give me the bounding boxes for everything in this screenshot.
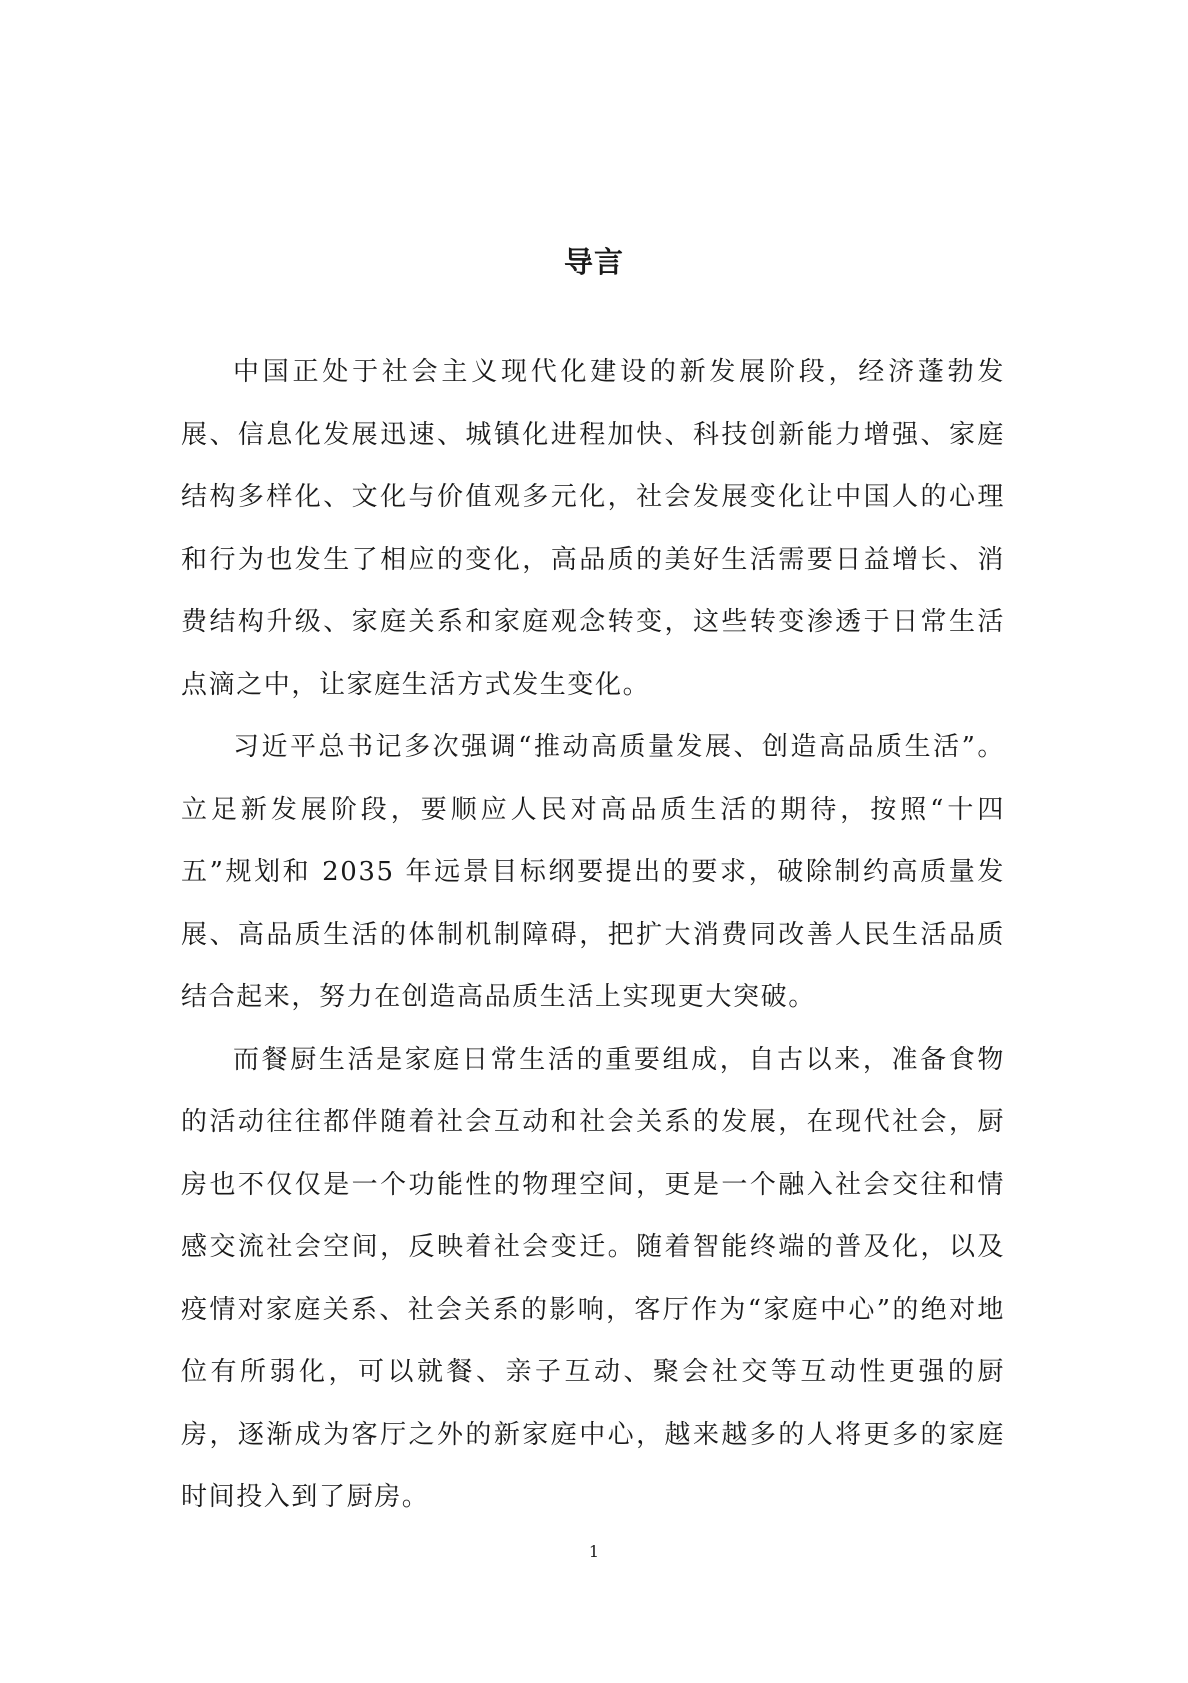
page-title: 导言 — [563, 245, 624, 279]
paragraph-3: 而餐厨生活是家庭日常生活的重要组成，自古以来，准备食物的活动往往都伴随着社会互动和社会关系的发展，在现代社会，厨房也不仅仅是一个功能性的物理空间，更是一个融入社会交往和情感交流社会空间，反映着社会变迁。随着智能终端的普及化，以及疫情对家庭关系、社会关系的影响，客厅作为“家庭中心”的绝对地位有所弱化，可以就餐、亲子互动、聚会社交等互动性更强的厨房，逐渐成为客厅之外的新家庭中心，越来越多的人将更多的家庭时间投入到了厨房。 — [181, 1044, 1005, 1512]
body-text — [181, 341, 1005, 1529]
paragraph-1: 中国正处于社会主义现代化建设的新发展阶段，经济蓬勃发展、信息化发展迅速、城镇化进程加快、科技创新能力增强、家庭结构多样化、文化与价值观多元化，社会发展变化让中国人的心理和行为也发生了相应的变化，高品质的美好生活需要日益增长、消费结构升级、家庭关系和家庭观念转变，这些转变渗透于日常生活点滴之中，让家庭生活方式发生变化。 — [181, 357, 1005, 700]
paragraph-2: 习近平总书记多次强调“推动高质量发展、创造高品质生活”。立足新发展阶段，要顺应人民对高品质生活的期待，按照“十四五”规划和 2035 年远景目标纲要提出的要求，破除制约高质量发展、高品质生活的体制机制障碍，把扩大消费同改善人民生活品质结合起来，努力在创造高品质生活上实现更大突破。 — [181, 732, 1005, 1012]
page-number: 1 — [588, 1542, 600, 1561]
